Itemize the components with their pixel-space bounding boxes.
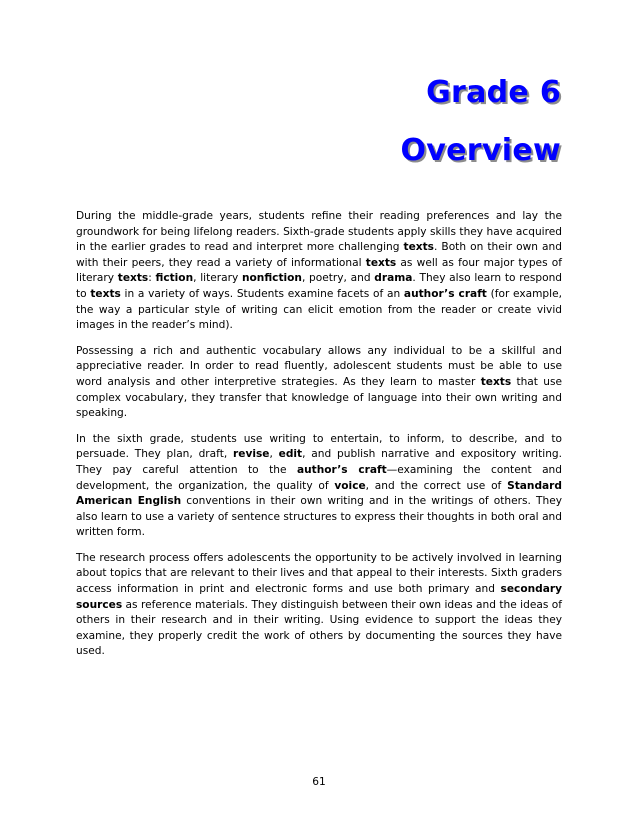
paragraph-1	[76, 209, 562, 334]
text-run: . Both on their own and with their peers, they read a variety of informational	[76, 241, 562, 269]
text-run: , and the correct use of	[365, 479, 508, 492]
text-run: (for example, the way a particular style of writing can elicit emotion from the reader or create vivid images in the reader’s mind).	[76, 287, 562, 332]
bold-term: texts	[365, 256, 397, 269]
text-run: , literary	[193, 272, 242, 285]
page-subtitle: Overview	[400, 133, 561, 168]
text-run: During the middle-grade years, students refine their reading preferences and lay the groundwork for being lifelong readers. Sixth-grade students apply skills they have acquired in the earlier grades to read and interpret more challenging	[76, 210, 562, 254]
bold-term: texts	[480, 375, 512, 388]
bold-term: author’s craft	[296, 463, 387, 476]
bold-term: revise	[233, 448, 270, 461]
bold-term: texts	[117, 272, 149, 285]
text-run: . They also learn to respond to	[76, 272, 563, 300]
text-run: ,	[269, 448, 279, 461]
text-run: conventions in their own writing and in the writings of others. They also learn to use a variety of sentence structures to express their thoughts in both oral and written form.	[76, 495, 562, 539]
bold-term: Standard American English	[76, 479, 562, 508]
body-text	[76, 209, 562, 670]
text-run: In the sixth grade, students use writing to entertain, to inform, to describe, and to persuade. They plan, draft,	[76, 432, 562, 461]
paragraph-2	[76, 344, 562, 422]
text-run: as well as four major types of literary	[76, 256, 563, 285]
text-run: as reference materials. They distinguish between their own ideas and the ideas of others in their research and in their writing. Using evidence to support the ideas they examine, they properly credit the work of others by documenting the sources they have used.	[76, 598, 562, 658]
text-run: :	[148, 272, 156, 285]
paragraph-3	[76, 432, 562, 541]
bold-term: voice	[334, 479, 366, 492]
page-title: Grade 6	[426, 75, 561, 110]
bold-term: drama	[374, 272, 413, 285]
text-run: The research process offers adolescents the opportunity to be actively involved in learning about topics that are relevant to their lives and that appeal to their interests. Sixth graders access information in print and electronic forms and use both primary and	[76, 551, 562, 596]
bold-term: texts	[90, 287, 121, 300]
text-run: , poetry, and	[301, 272, 375, 285]
bold-term: texts	[403, 241, 434, 254]
text-run: , and publish narrative and expository writing. They pay careful attention to the	[76, 448, 562, 476]
text-run: Possessing a rich and authentic vocabulary allows any individual to be a skillful and appreciative reader. In order to read fluently, adolescent students must be able to use word analysis and other interpretive strategies. As they learn to master	[76, 344, 562, 388]
bold-term: edit	[278, 448, 303, 461]
bold-term: secondary sources	[76, 583, 562, 611]
page-number: 61	[312, 776, 326, 788]
bold-term: fiction	[155, 272, 194, 285]
text-run: in a variety of ways. Students examine facets of an	[120, 287, 404, 300]
text-run: —examining the content and development, the organization, the quality of	[76, 463, 562, 492]
paragraph-4	[76, 551, 562, 660]
text-run: that use complex vocabulary, they transfer that knowledge of language into their own writing and speaking.	[76, 375, 562, 420]
bold-term: nonfiction	[241, 272, 302, 285]
bold-term: author’s craft	[403, 287, 487, 300]
